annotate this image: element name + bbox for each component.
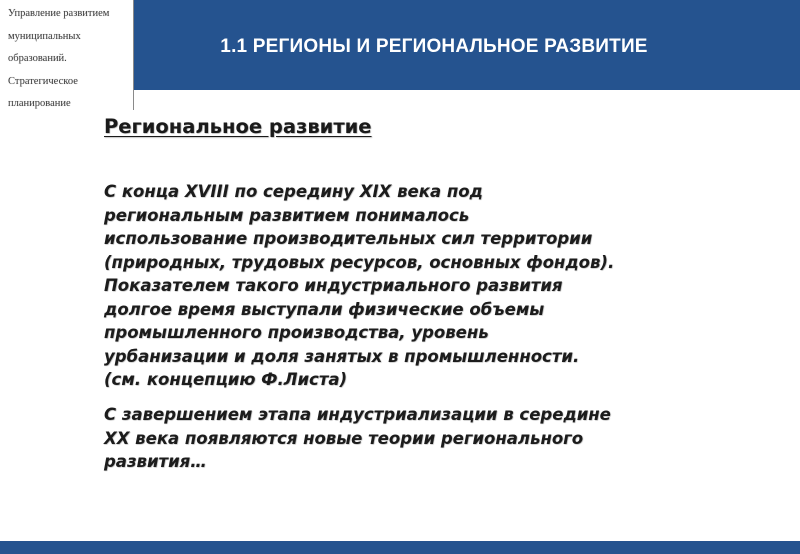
- paragraph-line: использование производительных сил территории: [104, 229, 593, 248]
- paragraph-line: урбанизации и доля занятых в промышленности.: [104, 346, 580, 366]
- paragraph-line: региональным развитием понималось: [104, 205, 470, 225]
- title-banner: [134, 0, 800, 90]
- caption-line: образований.: [8, 53, 67, 64]
- paragraph-line: промышленного производства, уровень: [104, 323, 489, 342]
- paragraph-line: XX века появляются новые теории регионального: [104, 428, 584, 448]
- paragraph-line: Показателем такого индустриального развития: [104, 276, 563, 295]
- caption-line: планирование: [8, 98, 71, 109]
- paragraph-line: (см. концепцию Ф.Листа): [104, 370, 348, 389]
- paragraph-line: развития…: [104, 452, 207, 471]
- caption-line: Стратегическое: [8, 75, 78, 87]
- body-paragraph-1: [104, 180, 744, 392]
- body-paragraph-2: [104, 403, 744, 474]
- slide-title: 1.1 РЕГИОНЫ И РЕГИОНАЛЬНОЕ РАЗВИТИЕ: [220, 36, 648, 57]
- side-caption-panel: [0, 0, 134, 110]
- paragraph-line: С конца XVIII по середину XIX века под: [104, 182, 483, 201]
- section-heading: Региональное развитие: [104, 115, 372, 138]
- course-caption: [8, 3, 136, 116]
- footer-bar: [0, 541, 800, 554]
- paragraph-line: С завершением этапа индустриализации в середине: [104, 405, 611, 424]
- paragraph-line: долгое время выступали физические объемы: [104, 299, 545, 319]
- caption-line: муниципальных: [8, 30, 81, 42]
- paragraph-line: (природных, трудовых ресурсов, основных фондов).: [104, 252, 615, 272]
- caption-line: Управление развитием: [8, 8, 110, 19]
